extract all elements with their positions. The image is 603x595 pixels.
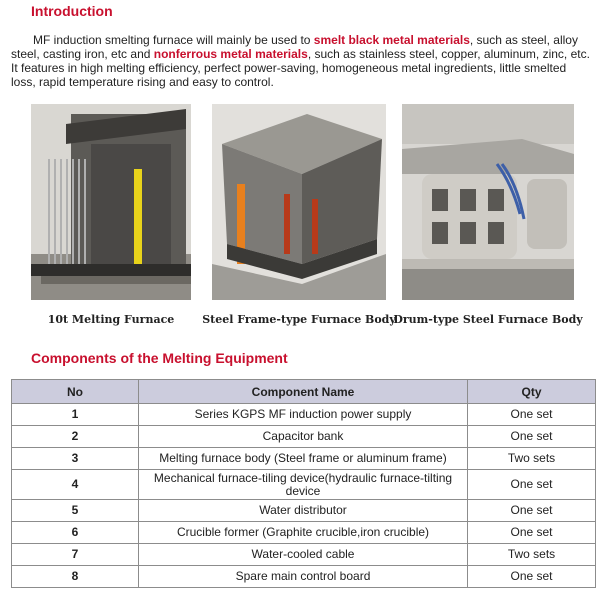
row-component-name: Capacitor bank [139, 426, 467, 447]
caption-10t-furnace: 10t Melting Furnace [47, 313, 175, 326]
row-no: 6 [12, 522, 138, 543]
row-qty: Two sets [468, 448, 595, 469]
row-component-name: Spare main control board [139, 566, 467, 587]
table-row [12, 566, 595, 587]
row-no: 4 [12, 470, 138, 499]
row-no: 7 [12, 544, 138, 565]
table-row [12, 448, 595, 469]
row-component-name: Crucible former (Graphite crucible,iron crucible) [139, 522, 467, 543]
furnace-photo-steel-frame [212, 104, 386, 300]
table-row [12, 500, 595, 521]
row-qty: One set [468, 470, 595, 499]
caption-steel-frame: Steel Frame-type Furnace Body [202, 313, 396, 326]
intro-text-3: , such as stainless steel, copper, aluminum, zinc, etc. It features in high melting efficiency, perfect power-saving, homogeneous metal ingredients, little smelted loss, rapid temperature rising and easy to control. [11, 47, 590, 89]
table-row [12, 522, 595, 543]
intro-text-2: , such as steel, alloy steel, casting iron, etc and [11, 33, 578, 61]
row-qty: One set [468, 566, 595, 587]
row-no: 1 [12, 404, 138, 425]
row-component-name: Series KGPS MF induction power supply [139, 404, 467, 425]
header-component-name: Component Name [139, 380, 467, 403]
row-no: 8 [12, 566, 138, 587]
row-qty: Two sets [468, 544, 595, 565]
intro-text-1: MF induction smelting furnace will mainly be used to [33, 33, 314, 47]
row-no: 2 [12, 426, 138, 447]
header-no: No [12, 380, 138, 403]
header-qty: Qty [468, 380, 595, 403]
row-component-name: Melting furnace body (Steel frame or aluminum frame) [139, 448, 467, 469]
table-row [12, 544, 595, 565]
intro-highlight-nonferrous: nonferrous metal materials [153, 47, 308, 61]
row-component-name: Mechanical furnace-tiling device(hydraulic furnace-tilting device [139, 470, 467, 499]
components-table [11, 379, 596, 588]
row-component-name: Water-cooled cable [139, 544, 467, 565]
row-qty: One set [468, 404, 595, 425]
table-row [12, 404, 595, 425]
table-row [12, 426, 595, 447]
furnace-photo-10t [31, 104, 191, 300]
table-row [12, 470, 595, 499]
row-qty: One set [468, 426, 595, 447]
intro-highlight-black-metal: smelt black metal materials [313, 33, 470, 47]
row-no: 3 [12, 448, 138, 469]
row-qty: One set [468, 500, 595, 521]
intro-paragraph [11, 33, 593, 89]
row-qty: One set [468, 522, 595, 543]
table-header-row [12, 380, 595, 403]
furnace-photo-drum-type [402, 104, 574, 300]
intro-heading: Introduction [31, 3, 113, 19]
caption-drum-type: Drum-type Steel Furnace Body [393, 313, 583, 326]
components-heading: Components of the Melting Equipment [31, 350, 288, 366]
row-no: 5 [12, 500, 138, 521]
row-component-name: Water distributor [139, 500, 467, 521]
